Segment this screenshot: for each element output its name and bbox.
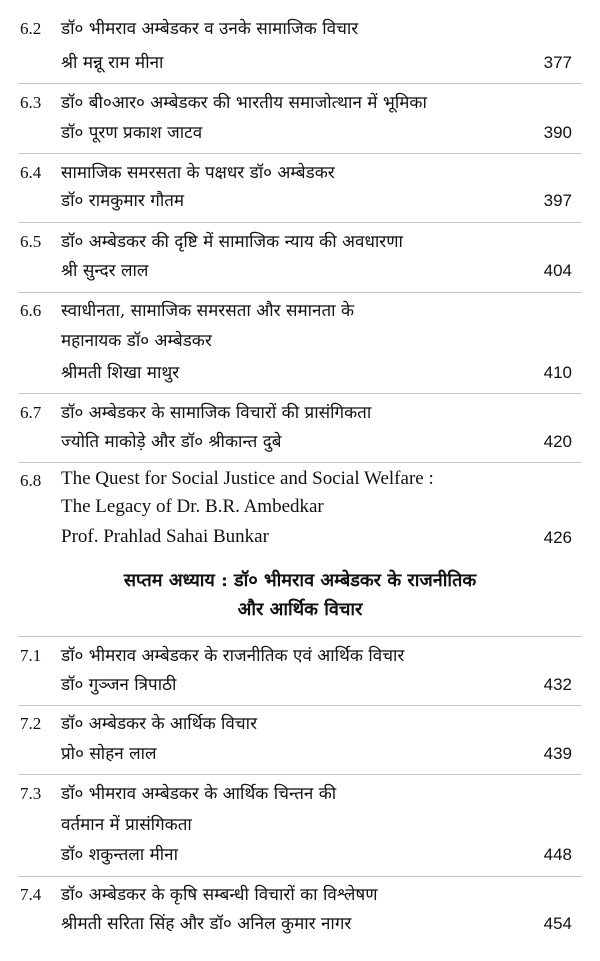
entry-divider	[18, 153, 582, 154]
entry-author: डॉ० पूरण प्रकाश जाटव	[61, 123, 203, 143]
entry-author: श्रीमती सरिता सिंह और डॉ० अनिल कुमार नागर	[61, 914, 352, 934]
entry-title: सामाजिक समरसता के पक्षधर डॉ० अम्बेडकर	[61, 163, 335, 183]
entry-number: 6.7	[20, 403, 42, 422]
entry-author: श्रीमती शिखा माथुर	[61, 363, 180, 383]
entry-divider	[18, 774, 582, 775]
entry-title: डॉ० भीमराव अम्बेडकर के राजनीतिक एवं आर्थिक विचार	[61, 646, 405, 666]
entry-title-line1: डॉ० भीमराव अम्बेडकर के आर्थिक चिन्तन की	[61, 784, 337, 804]
chapter-heading-line2: और आर्थिक विचार	[237, 599, 363, 620]
entry-title-line2: The Legacy of Dr. B.R. Ambedkar	[61, 496, 324, 517]
entry-author: डॉ० गुञ्जन त्रिपाठी	[61, 675, 177, 695]
entry-number: 6.4	[20, 163, 42, 182]
chapter-heading-line1: सप्तम अध्याय : डॉ० भीमराव अम्बेडकर के राजनीतिक	[123, 570, 477, 591]
entry-number: 6.8	[20, 471, 42, 490]
entry-title-line1: स्वाधीनता, सामाजिक समरसता और समानता के	[61, 301, 354, 321]
entry-divider	[18, 83, 582, 84]
entry-page-number: 448	[543, 845, 572, 864]
entry-page-number: 420	[543, 432, 572, 451]
entry-page-number: 397	[543, 191, 572, 210]
entry-author: डॉ० शकुन्तला मीना	[61, 845, 179, 865]
entry-title: डॉ० भीमराव अम्बेडकर व उनके सामाजिक विचार	[61, 19, 359, 39]
entry-number: 7.3	[20, 784, 42, 803]
entry-divider	[18, 222, 582, 223]
entry-title: डॉ० अम्बेडकर के कृषि सम्बन्धी विचारों का विश्लेषण	[61, 885, 378, 905]
entry-title: डॉ० अम्बेडकर की दृष्टि में सामाजिक न्याय की अवधारणा	[61, 232, 403, 252]
entry-title-line2: महानायक डॉ० अम्बेडकर	[61, 331, 212, 351]
entry-title: डॉ० अम्बेडकर के सामाजिक विचारों की प्रासंगिकता	[61, 403, 372, 423]
entry-title-line2: वर्तमान में प्रासंगिकता	[61, 815, 192, 835]
entry-title: डॉ० अम्बेडकर के आर्थिक विचार	[61, 714, 258, 734]
entry-page-number: 426	[543, 528, 572, 547]
entry-divider	[18, 705, 582, 706]
entry-author: प्रो० सोहन लाल	[61, 744, 157, 764]
entry-divider	[18, 292, 582, 293]
entry-number: 7.1	[20, 646, 42, 665]
entry-page-number: 404	[543, 261, 572, 280]
entry-page-number: 454	[543, 914, 572, 933]
entry-title: डॉ० बी०आर० अम्बेडकर की भारतीय समाजोत्थान में भूमिका	[61, 93, 427, 113]
entry-page-number: 377	[543, 53, 572, 72]
entry-title-line1: The Quest for Social Justice and Social Welfare :	[61, 468, 434, 489]
chapter-divider	[18, 636, 582, 637]
entry-divider	[18, 462, 582, 463]
entry-page-number: 439	[543, 744, 572, 763]
entry-author: Prof. Prahlad Sahai Bunkar	[61, 526, 269, 547]
entry-number: 6.2	[20, 19, 42, 38]
entry-author: श्री मन्नू राम मीना	[61, 53, 164, 73]
entry-author: ज्योति माकोड़े और डॉ० श्रीकान्त दुबे	[61, 432, 282, 452]
entry-number: 7.4	[20, 885, 42, 904]
entry-author: डॉ० रामकुमार गौतम	[61, 191, 185, 211]
entry-page-number: 410	[543, 363, 572, 382]
entry-number: 7.2	[20, 714, 42, 733]
entry-number: 6.3	[20, 93, 42, 112]
entry-number: 6.6	[20, 301, 42, 320]
entry-author: श्री सुन्दर लाल	[61, 261, 149, 281]
entry-page-number: 432	[543, 675, 572, 694]
entry-number: 6.5	[20, 232, 42, 251]
entry-divider	[18, 393, 582, 394]
entry-page-number: 390	[543, 123, 572, 142]
entry-divider	[18, 876, 582, 877]
